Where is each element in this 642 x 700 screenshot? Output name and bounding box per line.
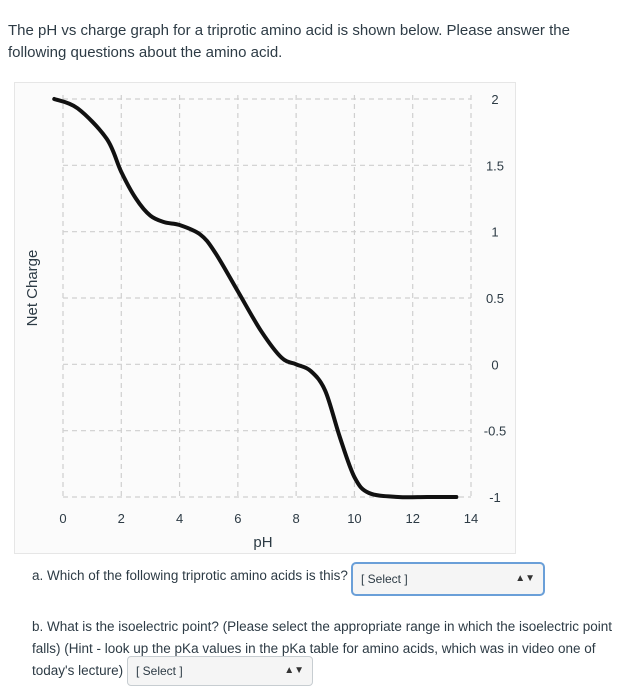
y-tick-label: -1 xyxy=(489,490,501,505)
question-b-text: b. What is the isoelectric point? (Please select the appropriate range in which the isoelectric point falls) (Hint - look up the pKa values in the pKa table for amino acids, which was in video one of today's lecture) xyxy=(32,619,613,678)
select-arrows-icon: ▲▼ xyxy=(515,573,535,584)
x-tick-label: 10 xyxy=(347,511,362,526)
x-tick-label: 14 xyxy=(463,511,479,526)
question-b-select[interactable] xyxy=(127,656,313,686)
y-tick-label: 1 xyxy=(491,224,499,240)
question-a-select[interactable] xyxy=(351,562,545,596)
y-tick-label: 2 xyxy=(491,92,499,107)
y-tick-label: 1.5 xyxy=(485,158,505,174)
intro-text: The pH vs charge graph for a triprotic amino acid is shown below. Please answer the following questions about the amino acid. xyxy=(8,22,570,61)
x-tick-label: 2 xyxy=(117,511,125,526)
y-tick-label: 0 xyxy=(491,357,499,373)
question-b-select-value: [ Select ] xyxy=(136,664,183,678)
x-tick-label: 8 xyxy=(292,511,300,526)
select-arrows-icon: ▲▼ xyxy=(284,665,304,676)
x-axis-label: pH xyxy=(253,534,273,551)
x-tick-label: 12 xyxy=(405,511,420,526)
x-tick-label: 6 xyxy=(234,511,242,526)
question-a-text: a. Which of the following triprotic amino acids is this? xyxy=(32,568,348,583)
question-a-select-value: [ Select ] xyxy=(361,572,408,586)
x-tick-label: 0 xyxy=(59,511,67,526)
y-axis-label: Net Charge xyxy=(24,249,41,327)
y-tick-label: 0.5 xyxy=(485,291,505,306)
ph-charge-chart xyxy=(15,83,515,553)
y-tick-label: -0.5 xyxy=(483,423,507,439)
chart-container xyxy=(14,82,516,554)
x-tick-label: 4 xyxy=(175,511,184,526)
